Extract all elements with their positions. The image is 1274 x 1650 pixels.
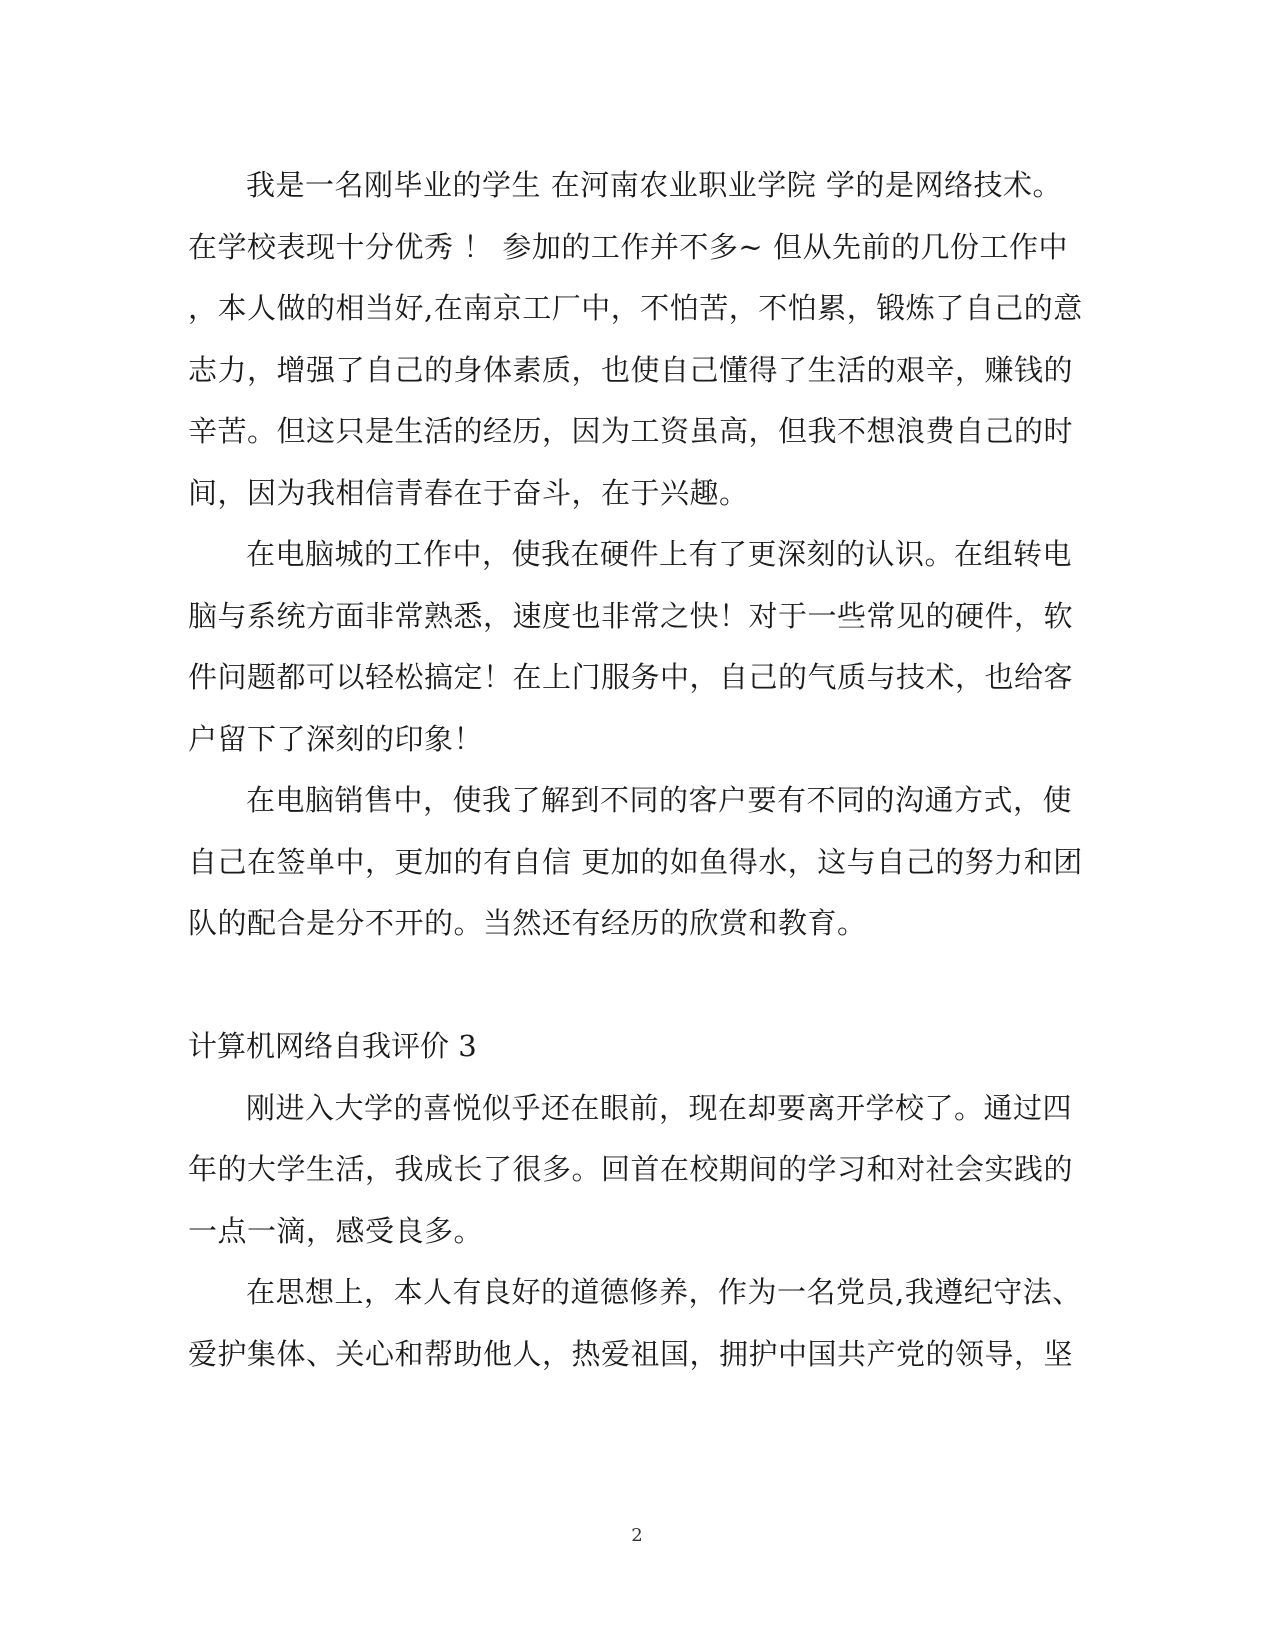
paragraph-line: 在电脑城的工作中，使我在硬件上有了更深刻的认识。在组转电: [246, 537, 1073, 571]
paragraph-line: 自己在签单中，更加的有自信 更加的如鱼得水，这与自己的努力和团: [188, 845, 1083, 879]
paragraph-line: 刚进入大学的喜悦似乎还在眼前，现在却要离开学校了。通过四: [246, 1091, 1073, 1125]
paragraph-line: 在思想上，本人有良好的道德修养，作为一名党员,我遵纪守法、: [246, 1275, 1082, 1309]
paragraph-line: 在学校表现十分优秀 ！ 参加的工作并不多~ 但从先前的几份工作中: [188, 230, 1068, 264]
paragraph-line: 志力，增强了自己的身体素质，也使自己懂得了生活的艰辛，赚钱的: [188, 353, 1074, 387]
paragraph-line: 在电脑销售中，使我了解到不同的客户要有不同的沟通方式，使: [246, 783, 1073, 817]
section-heading: 计算机网络自我评价 3: [188, 1029, 477, 1063]
paragraph-line: 间，因为我相信青春在于奋斗，在于兴趣。: [188, 476, 749, 510]
paragraph-line: 我是一名刚毕业的学生 在河南农业职业学院 学的是网络技术。: [246, 168, 1062, 202]
paragraph-line: 年的大学生活，我成长了很多。回首在校期间的学习和对社会实践的: [188, 1152, 1074, 1186]
paragraph-line: 队的配合是分不开的。当然还有经历的欣赏和教育。: [188, 906, 867, 940]
paragraph-line: 辛苦。但这只是生活的经历，因为工资虽高，但我不想浪费自己的时: [188, 414, 1074, 448]
paragraph-line: 户留下了深刻的印象！: [188, 722, 484, 756]
paragraph-line: 一点一滴，感受良多。: [188, 1214, 484, 1248]
paragraph-line: 脑与系统方面非常熟悉，速度也非常之快！对于一些常见的硬件，软: [188, 599, 1074, 633]
page-number: 2: [631, 1525, 643, 1546]
paragraph-line: 爱护集体、关心和帮助他人，热爱祖国，拥护中国共产党的领导，坚: [188, 1337, 1074, 1371]
paragraph-line: ，本人做的相当好,在南京工厂中，不怕苦，不怕累，锻炼了自己的意: [188, 291, 1083, 325]
paragraph-line: 件问题都可以轻松搞定！在上门服务中，自己的气质与技术，也给客: [188, 660, 1074, 694]
